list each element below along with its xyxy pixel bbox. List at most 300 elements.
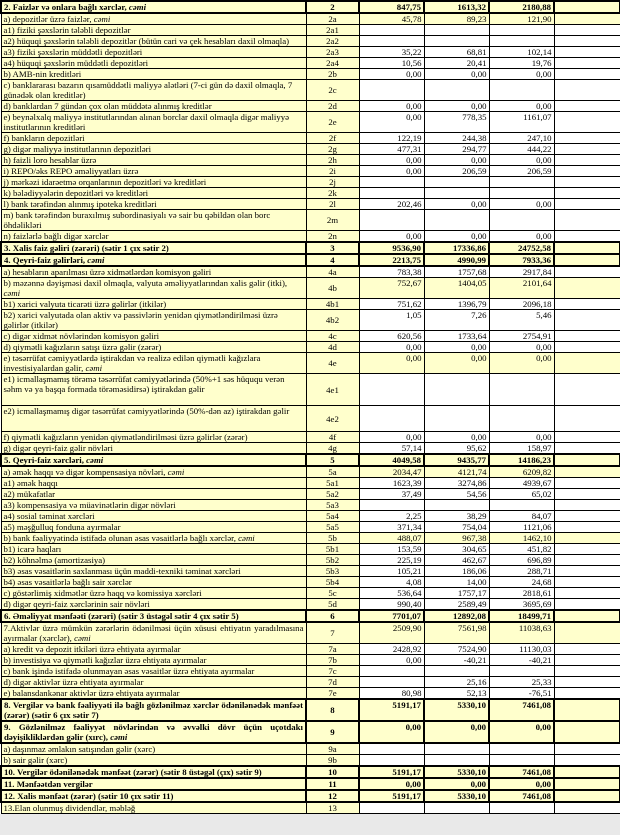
- row-description-text: i) REPO/əks REPO əməliyyatları üzrə: [3, 166, 139, 176]
- value-cell: 20,41: [424, 58, 489, 69]
- empty-cell: [554, 266, 620, 278]
- value-cell: 2096,18: [489, 299, 554, 310]
- row-description-italic-suffix: cəmi: [3, 288, 21, 298]
- empty-cell: [554, 555, 620, 566]
- value-cell: [424, 500, 489, 511]
- row-description-text: 10. Vergilər ödənilənədək mənfəət (zərər) (sətir 8 üstəgəl (çıx) sətir 9): [4, 767, 262, 777]
- value-cell: [359, 743, 424, 755]
- value-cell: [489, 36, 554, 47]
- row-code: 2h: [306, 155, 359, 166]
- empty-cell: [554, 755, 620, 767]
- row-code: 4c: [306, 331, 359, 342]
- value-cell: 0,00: [359, 112, 424, 133]
- value-cell: 45,78: [359, 13, 424, 25]
- value-cell: 0,00: [489, 778, 554, 790]
- row-description: [1, 69, 306, 80]
- value-cell: 4990,99: [424, 254, 489, 266]
- value-cell: [424, 210, 489, 231]
- value-cell: 80,98: [359, 688, 424, 700]
- value-cell: 0,00: [424, 778, 489, 790]
- row-description-text: c) bank işində istifadə olunmayan əsas vəsaitlər üzrə ehtiyata ayırmalar: [3, 666, 255, 676]
- empty-cell: [554, 144, 620, 155]
- row-description: [1, 511, 306, 522]
- row-code: 2: [306, 1, 359, 13]
- row-code: 5a4: [306, 511, 359, 522]
- row-description-text: c) göstərlimiş xidmətlər üzrə haqq və komissiya xərcləri: [3, 588, 202, 598]
- value-cell: [359, 500, 424, 511]
- value-cell: 1404,05: [424, 278, 489, 299]
- value-cell: 488,07: [359, 533, 424, 544]
- row-description-text: a) əmək haqqı və digər kompensasiya növləri,: [3, 467, 168, 477]
- row-code: 7c: [306, 666, 359, 677]
- value-cell: 2,25: [359, 511, 424, 522]
- row-description: [1, 588, 306, 599]
- empty-cell: [554, 58, 620, 69]
- value-cell: 778,35: [424, 112, 489, 133]
- value-cell: 17336,86: [424, 242, 489, 254]
- value-cell: [489, 25, 554, 36]
- value-cell: 18499,71: [489, 610, 554, 622]
- empty-cell: [554, 677, 620, 688]
- row-description: [1, 188, 306, 199]
- row-code: 11: [306, 778, 359, 790]
- row-description-text: b) AMB-nin kreditləri: [3, 69, 82, 79]
- empty-cell: [554, 310, 620, 331]
- row-description: [1, 353, 306, 374]
- row-description: [1, 278, 306, 299]
- value-cell: 1,05: [359, 310, 424, 331]
- table-row: [1, 299, 620, 310]
- value-cell: 1121,06: [489, 522, 554, 533]
- empty-cell: [554, 544, 620, 555]
- value-cell: 754,04: [424, 522, 489, 533]
- empty-cell: [554, 133, 620, 144]
- value-cell: [359, 177, 424, 188]
- row-description-text: a1) əmək haqqı: [3, 478, 58, 488]
- row-description-text: m) bank tərəfindən buraxılmış subordinasiyalı və sair bu qəbildən olan borc öhdəlikləri: [3, 210, 271, 230]
- value-cell: 35,22: [359, 47, 424, 58]
- empty-cell: [554, 666, 620, 677]
- empty-cell: [554, 25, 620, 36]
- row-description: [1, 533, 306, 544]
- value-cell: [424, 80, 489, 101]
- row-description-italic-suffix: cəmi: [238, 533, 255, 543]
- empty-cell: [554, 36, 620, 47]
- value-cell: [489, 177, 554, 188]
- row-description: [1, 443, 306, 455]
- table-row: [1, 166, 620, 177]
- row-description-text: b) bank fəaliyyətində istifadə olunan əsas vəsaitlərlə bağlı xərclər,: [3, 533, 239, 543]
- value-cell: 0,00: [424, 155, 489, 166]
- empty-cell: [554, 588, 620, 599]
- value-cell: 9435,77: [424, 454, 489, 466]
- table-row: [1, 144, 620, 155]
- row-description: [1, 500, 306, 511]
- value-cell: 1462,10: [489, 533, 554, 544]
- value-cell: 2818,61: [489, 588, 554, 599]
- value-cell: 696,89: [489, 555, 554, 566]
- row-code: 12: [306, 790, 359, 802]
- value-cell: 967,38: [424, 533, 489, 544]
- row-description-text: d) qiymətli kağızların satışı üzrə gəlir (zərər): [3, 342, 162, 352]
- table-row: [1, 310, 620, 331]
- value-cell: 0,00: [489, 101, 554, 112]
- empty-cell: [554, 466, 620, 478]
- row-code: 13: [306, 802, 359, 814]
- table-row: [1, 47, 620, 58]
- table-row: [1, 755, 620, 767]
- row-code: 4: [306, 254, 359, 266]
- value-cell: 2180,88: [489, 1, 554, 13]
- table-row: [1, 533, 620, 544]
- value-cell: 0,00: [489, 353, 554, 374]
- report-table-body: [1, 1, 620, 814]
- row-description: [1, 655, 306, 666]
- row-description-text: k) bələdiyyələrin depozitləri və kreditləri: [3, 188, 149, 198]
- row-code: 2a: [306, 13, 359, 25]
- row-description-text: g) digər qeyri-faiz gəlir növləri: [3, 443, 113, 453]
- table-row: [1, 688, 620, 700]
- row-description: [1, 802, 306, 814]
- value-cell: 1757,17: [424, 588, 489, 599]
- value-cell: 25,16: [424, 677, 489, 688]
- value-cell: 2428,92: [359, 644, 424, 655]
- value-cell: 105,21: [359, 566, 424, 577]
- row-description-text: f) qiymətli kağızların yenidən qiymətləndirilməsi üzrə gəlirlər (zərər): [3, 432, 248, 442]
- table-row: [1, 500, 620, 511]
- row-description: [1, 622, 306, 644]
- value-cell: 7524,90: [424, 644, 489, 655]
- row-description-text: 2. Faizlər və onlara bağlı xərclər,: [4, 2, 129, 12]
- value-cell: 0,00: [359, 353, 424, 374]
- row-description: [1, 478, 306, 489]
- value-cell: 0,00: [424, 342, 489, 353]
- empty-cell: [554, 644, 620, 655]
- row-code: 2i: [306, 166, 359, 177]
- row-description: [1, 755, 306, 767]
- row-description-text: 9. Gözlənilməz fəaliyyət növlərindən və əvvəlki dövr üçün uçotdakı dəyişikliklərdən gəlir (xırc),: [4, 722, 303, 742]
- row-description: [1, 599, 306, 611]
- value-cell: 0,00: [489, 342, 554, 353]
- value-cell: [489, 210, 554, 231]
- row-description-text: b) məzənnə dəyişməsi daxil olmaqla, valyuta əməliyyatlarından xalis gəlir (itki),: [3, 278, 288, 288]
- empty-cell: [554, 47, 620, 58]
- table-row: [1, 544, 620, 555]
- value-cell: 1757,68: [424, 266, 489, 278]
- value-cell: 288,71: [489, 566, 554, 577]
- row-code: 5b3: [306, 566, 359, 577]
- value-cell: 752,67: [359, 278, 424, 299]
- value-cell: 620,56: [359, 331, 424, 342]
- row-code: 9: [306, 721, 359, 743]
- row-code: 6: [306, 610, 359, 622]
- value-cell: -40,21: [424, 655, 489, 666]
- row-code: 4f: [306, 432, 359, 443]
- value-cell: 2917,84: [489, 266, 554, 278]
- row-description-text: h) faizli loro hesablar üzrə: [3, 155, 97, 165]
- value-cell: 9536,90: [359, 242, 424, 254]
- value-cell: 14186,23: [489, 454, 554, 466]
- value-cell: 0,00: [489, 721, 554, 743]
- row-description-text: e) balansdankənar aktivlər üzrə ehtiyata ayırmalar: [3, 688, 180, 698]
- value-cell: 11038,63: [489, 622, 554, 644]
- empty-cell: [554, 254, 620, 266]
- row-description-italic-suffix: cəmi: [93, 14, 111, 24]
- table-row: [1, 133, 620, 144]
- table-row: [1, 210, 620, 231]
- value-cell: 158,97: [489, 443, 554, 455]
- row-code: 2n: [306, 231, 359, 243]
- empty-cell: [554, 699, 620, 721]
- row-description: [1, 522, 306, 533]
- value-cell: 122,19: [359, 133, 424, 144]
- value-cell: 12892,08: [424, 610, 489, 622]
- row-description: [1, 688, 306, 700]
- empty-cell: [554, 177, 620, 188]
- row-description: [1, 743, 306, 755]
- value-cell: 24752,58: [489, 242, 554, 254]
- empty-cell: [554, 231, 620, 243]
- table-row: [1, 353, 620, 374]
- row-description-text: b2) köhnəlmə (amortizasiya): [3, 555, 106, 565]
- row-description: [1, 432, 306, 443]
- row-description-italic-suffix: cəmi: [85, 363, 103, 373]
- row-code: 3: [306, 242, 359, 254]
- row-description: [1, 666, 306, 677]
- value-cell: 0,00: [489, 155, 554, 166]
- value-cell: 95,62: [424, 443, 489, 455]
- value-cell: 225,19: [359, 555, 424, 566]
- empty-cell: [554, 721, 620, 743]
- row-code: 7a: [306, 644, 359, 655]
- empty-cell: [554, 432, 620, 443]
- table-row: [1, 254, 620, 266]
- table-row: [1, 478, 620, 489]
- value-cell: [424, 743, 489, 755]
- value-cell: 1613,32: [424, 1, 489, 13]
- row-description-text: 6. Əməliyyat mənfəəti (zərəri) (sətir 3 üstəgəl sətir 4 çıx sətir 5): [4, 611, 239, 621]
- row-code: 4a: [306, 266, 359, 278]
- row-description: [1, 310, 306, 331]
- value-cell: 0,00: [424, 101, 489, 112]
- table-row: [1, 522, 620, 533]
- table-row: [1, 36, 620, 47]
- table-row: [1, 677, 620, 688]
- row-description: [1, 778, 306, 790]
- value-cell: 14,00: [424, 577, 489, 588]
- row-description-text: l) bank tərəfindən alınmış ipoteka kreditləri: [3, 199, 157, 209]
- row-description-text: e) təsərrüfat cəmiyyətlərdə iştirakdan və realizə edilən qiymətli kağızlara investisiyalardan gəlir,: [3, 353, 261, 373]
- empty-cell: [554, 500, 620, 511]
- value-cell: [359, 406, 424, 432]
- empty-cell: [554, 188, 620, 199]
- table-row: [1, 622, 620, 644]
- row-code: 9b: [306, 755, 359, 767]
- row-description: [1, 242, 306, 254]
- row-description-text: a4) sosial təminat xərcləri: [3, 511, 95, 521]
- row-description-text: a2) mükafatlar: [3, 489, 56, 499]
- value-cell: 783,38: [359, 266, 424, 278]
- row-description-text: a3) kompensasiya və müavinətlərin digər növləri: [3, 500, 176, 510]
- empty-cell: [554, 688, 620, 700]
- value-cell: 247,10: [489, 133, 554, 144]
- value-cell: [489, 80, 554, 101]
- value-cell: 6209,82: [489, 466, 554, 478]
- row-description-text: g) digər maliyyə institutlarının depozitləri: [3, 144, 152, 154]
- table-row: [1, 69, 620, 80]
- table-row: [1, 489, 620, 500]
- row-description-text: j) mərkəzi idarəetmə orqanlarının depozitləri və kreditləri: [3, 177, 207, 187]
- value-cell: 0,00: [489, 231, 554, 243]
- row-description-text: a1) fiziki şəxslərin tələbli depozitlər: [3, 25, 131, 35]
- value-cell: [359, 25, 424, 36]
- row-description: [1, 577, 306, 588]
- value-cell: 37,49: [359, 489, 424, 500]
- table-row: [1, 231, 620, 243]
- table-row: [1, 443, 620, 455]
- row-description: [1, 766, 306, 778]
- value-cell: [424, 36, 489, 47]
- row-code: 2a1: [306, 25, 359, 36]
- value-cell: [359, 802, 424, 814]
- table-row: [1, 778, 620, 790]
- value-cell: 0,00: [424, 199, 489, 210]
- table-row: [1, 199, 620, 210]
- table-row: [1, 101, 620, 112]
- row-description: [1, 58, 306, 69]
- row-description: [1, 101, 306, 112]
- row-description: [1, 544, 306, 555]
- value-cell: [489, 374, 554, 406]
- value-cell: 0,00: [424, 69, 489, 80]
- value-cell: 5,46: [489, 310, 554, 331]
- empty-cell: [554, 101, 620, 112]
- row-description: [1, 231, 306, 243]
- table-row: [1, 13, 620, 25]
- row-code: 4e: [306, 353, 359, 374]
- value-cell: 462,67: [424, 555, 489, 566]
- value-cell: 7701,07: [359, 610, 424, 622]
- value-cell: 990,40: [359, 599, 424, 611]
- value-cell: 477,31: [359, 144, 424, 155]
- row-description-text: b) investisiya və qiymətli kağızlar üzrə ehtiyata ayırmalar: [3, 655, 207, 665]
- row-code: 5b4: [306, 577, 359, 588]
- value-cell: [489, 188, 554, 199]
- row-description-text: a) daşınmaz əmlakın satışından gəlir (xərc): [3, 744, 156, 754]
- value-cell: [359, 666, 424, 677]
- value-cell: 0,00: [359, 778, 424, 790]
- value-cell: [359, 374, 424, 406]
- table-row: [1, 188, 620, 199]
- empty-cell: [554, 766, 620, 778]
- row-description-text: 4. Qeyri-faiz gəlirləri,: [4, 255, 88, 265]
- empty-cell: [554, 655, 620, 666]
- empty-cell: [554, 566, 620, 577]
- row-description: [1, 266, 306, 278]
- row-description: [1, 677, 306, 688]
- table-row: [1, 58, 620, 69]
- value-cell: 0,00: [424, 231, 489, 243]
- value-cell: [489, 802, 554, 814]
- row-code: 10: [306, 766, 359, 778]
- row-code: 4b1: [306, 299, 359, 310]
- table-row: [1, 610, 620, 622]
- table-row: [1, 655, 620, 666]
- value-cell: 1623,39: [359, 478, 424, 489]
- row-description-text: 11. Mənfəətdən vergilər: [4, 779, 93, 789]
- empty-cell: [554, 331, 620, 342]
- empty-cell: [554, 69, 620, 80]
- value-cell: 0,00: [489, 69, 554, 80]
- value-cell: [424, 406, 489, 432]
- table-row: [1, 25, 620, 36]
- value-cell: 0,00: [424, 721, 489, 743]
- value-cell: 0,00: [359, 342, 424, 353]
- empty-cell: [554, 610, 620, 622]
- row-code: 7b: [306, 655, 359, 666]
- value-cell: 3274,86: [424, 478, 489, 489]
- value-cell: 0,00: [359, 655, 424, 666]
- value-cell: 3695,69: [489, 599, 554, 611]
- value-cell: 68,81: [424, 47, 489, 58]
- row-description-text: 12. Xalis mənfəət (zərər) (sətir 10 çıx sətir 11): [4, 791, 174, 801]
- empty-cell: [554, 342, 620, 353]
- empty-cell: [554, 112, 620, 133]
- value-cell: 1733,64: [424, 331, 489, 342]
- row-code: 2d: [306, 101, 359, 112]
- row-code: 8: [306, 699, 359, 721]
- row-code: 4e2: [306, 406, 359, 432]
- empty-cell: [554, 242, 620, 254]
- row-code: 2c: [306, 80, 359, 101]
- row-description-text: a5) məşğulluq fonduna ayırmalar: [3, 522, 121, 532]
- empty-cell: [554, 199, 620, 210]
- empty-cell: [554, 454, 620, 466]
- row-code: 5d: [306, 599, 359, 611]
- row-description-text: d) digər qeyri-faiz xərclərinin sair növləri: [3, 599, 150, 609]
- value-cell: 0,00: [359, 166, 424, 177]
- table-row: [1, 766, 620, 778]
- value-cell: 371,34: [359, 522, 424, 533]
- value-cell: 0,00: [424, 432, 489, 443]
- value-cell: [424, 374, 489, 406]
- row-description-text: a) hesabların aparılması üzrə xidmətlərdən komisyon gəliri: [3, 267, 212, 277]
- row-code: 5a5: [306, 522, 359, 533]
- row-description: [1, 374, 306, 406]
- value-cell: 0,00: [489, 432, 554, 443]
- row-code: 9a: [306, 743, 359, 755]
- value-cell: 0,00: [359, 432, 424, 443]
- value-cell: [489, 743, 554, 755]
- table-row: [1, 406, 620, 432]
- value-cell: 202,46: [359, 199, 424, 210]
- value-cell: [359, 80, 424, 101]
- row-code: 2k: [306, 188, 359, 199]
- value-cell: 5330,10: [424, 699, 489, 721]
- value-cell: [359, 677, 424, 688]
- value-cell: 25,33: [489, 677, 554, 688]
- row-description-text: c) banklararası bazarın qısamüddətli maliyyə alətləri (7-ci gün də daxil olmaqla, 7 günədək olan kreditlər): [3, 80, 293, 100]
- row-description-text: 7.Aktivlər üzrə mümkün zərərlərin ödənilməsi üçün xüsusi ehtiyatın yaradılmasına ayırmalar (xərclər),: [3, 623, 304, 643]
- value-cell: 0,00: [424, 353, 489, 374]
- empty-cell: [554, 210, 620, 231]
- table-row: [1, 374, 620, 406]
- value-cell: 2101,64: [489, 278, 554, 299]
- value-cell: 536,64: [359, 588, 424, 599]
- value-cell: 186,06: [424, 566, 489, 577]
- value-cell: [489, 406, 554, 432]
- value-cell: 451,82: [489, 544, 554, 555]
